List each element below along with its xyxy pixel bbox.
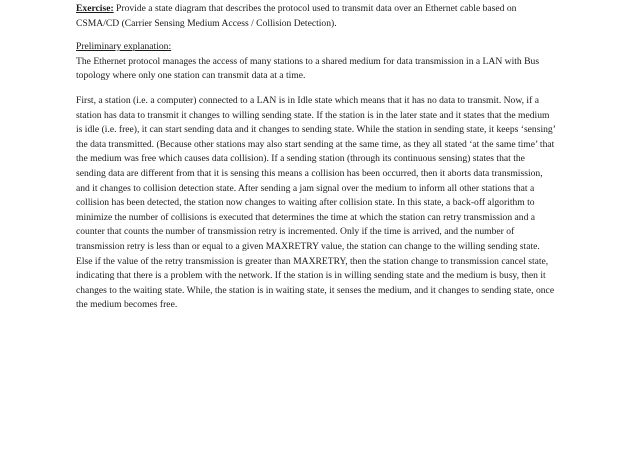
preliminary-heading: Preliminary explanation: [76, 41, 172, 53]
preliminary-body: First, a station (i.e. a computer) connected to a LAN is in Idle state which means that it has no data to transmit. Now, if a station has data to transmit it changes to willing sending state. If the station is in the later state and it states that the medium is idle (i.e. free), it can start sending data and it changes to sending state. While the station in sending state, it keeps ‘sensing’ the data transmitted. (Because other stations may also start sending at the same time, as they all stated ‘at the same time’ that the medium was free which causes data collision). If a sending station (through its continuous sensing) states that the sending data are different from that it is sensing this means a collision has been occurred, then it aborts data transmission, and it changes to collision detection state. After sending a jam signal over the medium to inform all other stations that a collision has been detected, the station now changes to waiting after collision state. In this state, a back-off algorithm to minimize the number of collisions is executed that determines the time at which the station can retry transmission and a counter that counts the number of transmission retry is incremented. Only if the time is arrived, and the number of transmission retry is less than or equal to a given MAXRETRY value, the station can change to the willing sending state. Else if the value of the retry transmission is greater than MAXRETRY, then the station change to transmission cancel state, indicating that there is a problem with the network. If the station is in willing sending state and the medium is busy, then it changes to the waiting state. While, the station is in waiting state, it senses the medium, and it changes to sending state, once the medium becomes free. [76, 94, 556, 311]
preliminary-intro: The Ethernet protocol manages the access of many stations to a shared medium for data transmission in a LAN with Bus topology where only one station can transmit data at a time. [76, 55, 540, 82]
exercise-statement [76, 2, 556, 31]
exercise-text: Provide a state diagram that describes the protocol used to transmit data over an Ethernet cable based on CSMA/CD (Carrier Sensing Medium Access / Collision Detection). [76, 3, 517, 29]
exercise-label: Exercise: [76, 3, 114, 14]
document-page [76, 2, 556, 313]
